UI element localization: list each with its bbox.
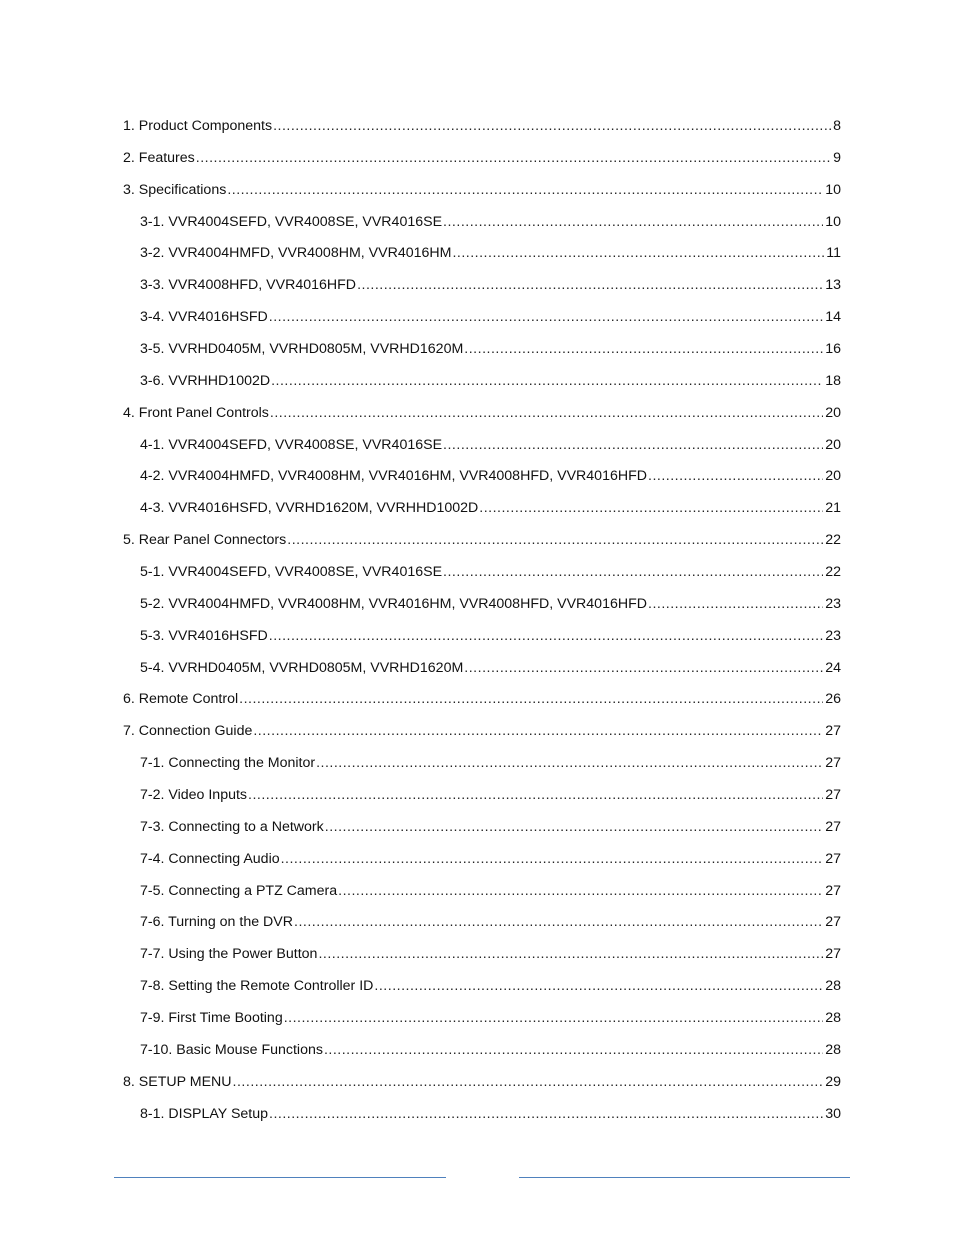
toc-entry-title: 7-2. Video Inputs [140, 787, 248, 804]
toc-entry[interactable] [123, 914, 841, 946]
toc-entry[interactable] [123, 851, 841, 883]
toc-entry-page-number: 16 [825, 341, 841, 358]
toc-entry-title: 3-1. VVR4004SEFD, VVR4008SE, VVR4016SE [140, 213, 443, 230]
toc-dot-leader [443, 564, 823, 580]
toc-entry[interactable] [123, 1074, 841, 1106]
toc-entry-title: 7-4. Connecting Audio [140, 850, 280, 867]
toc-entry[interactable] [123, 532, 841, 564]
toc-entry-page-number: 29 [825, 1073, 841, 1090]
toc-entry-title: 7-8. Setting the Remote Controller ID [140, 978, 374, 995]
toc-entry-title: 4-3. VVR4016HSFD, VVRHD1620M, VVRHHD1002D [140, 500, 479, 517]
toc-entry[interactable] [123, 468, 841, 500]
toc-entry[interactable] [123, 755, 841, 787]
toc-entry-page-number: 18 [825, 372, 841, 389]
toc-entry-page-number: 10 [825, 213, 841, 230]
toc-entry[interactable] [123, 277, 841, 309]
toc-entry-page-number: 27 [825, 882, 841, 899]
toc-dot-leader [269, 628, 823, 644]
toc-dot-leader [248, 787, 823, 803]
toc-dot-leader [648, 468, 823, 484]
toc-entry-title: 7-3. Connecting to a Network [140, 818, 324, 835]
toc-entry[interactable] [123, 660, 841, 692]
toc-entry[interactable] [123, 500, 841, 532]
toc-entry[interactable] [123, 1106, 841, 1138]
toc-entry-title: 3-4. VVR4016HSFD [140, 309, 268, 326]
toc-entry-page-number: 24 [825, 659, 841, 676]
toc-dot-leader [269, 1106, 823, 1122]
toc-entry-title: 8. SETUP MENU [123, 1073, 232, 1090]
toc-dot-leader [452, 245, 824, 261]
toc-entry[interactable] [123, 1010, 841, 1042]
toc-entry-title: 4-1. VVR4004SEFD, VVR4008SE, VVR4016SE [140, 436, 443, 453]
toc-dot-leader [338, 883, 823, 899]
toc-dot-leader [324, 1042, 823, 1058]
toc-entry[interactable] [123, 1042, 841, 1074]
toc-entry-page-number: 14 [825, 309, 841, 326]
toc-entry[interactable] [123, 978, 841, 1010]
toc-entry-page-number: 27 [825, 946, 841, 963]
toc-entry-title: 4. Front Panel Controls [123, 404, 269, 421]
toc-entry[interactable] [123, 691, 841, 723]
toc-dot-leader [284, 1010, 824, 1026]
toc-entry-page-number: 27 [825, 850, 841, 867]
toc-dot-leader [227, 182, 823, 198]
toc-entry-title: 7-7. Using the Power Button [140, 946, 318, 963]
toc-entry-title: 8-1. DISPLAY Setup [140, 1105, 269, 1122]
toc-entry-title: 7-9. First Time Booting [140, 1010, 283, 1027]
toc-entry-title: 7-6. Turning on the DVR [140, 914, 293, 931]
toc-entry-title: 6. Remote Control [123, 691, 239, 708]
footer-rule-left [114, 1177, 446, 1178]
toc-entry[interactable] [123, 628, 841, 660]
toc-entry-title: 3. Specifications [123, 181, 227, 198]
toc-entry-page-number: 30 [825, 1105, 841, 1122]
toc-dot-leader [479, 500, 823, 516]
toc-entry[interactable] [123, 373, 841, 405]
toc-dot-leader [270, 405, 823, 421]
toc-entry-page-number: 20 [825, 404, 841, 421]
toc-entry[interactable] [123, 309, 841, 341]
toc-dot-leader [253, 723, 823, 739]
toc-entry[interactable] [123, 245, 841, 277]
toc-entry-title: 5-4. VVRHD0405M, VVRHD0805M, VVRHD1620M [140, 659, 464, 676]
toc-dot-leader [325, 819, 823, 835]
toc-entry-title: 1. Product Components [123, 118, 273, 134]
toc-entry-title: 5. Rear Panel Connectors [123, 532, 287, 549]
toc-entry[interactable] [123, 214, 841, 246]
toc-entry-page-number: 27 [825, 787, 841, 804]
toc-entry-page-number: 26 [825, 691, 841, 708]
toc-entry-page-number: 22 [825, 532, 841, 549]
toc-dot-leader [273, 118, 831, 134]
toc-entry-title: 4-2. VVR4004HMFD, VVR4008HM, VVR4016HM, VVR4008HFD, VVR4016HFD [140, 468, 648, 485]
toc-entry[interactable] [123, 118, 841, 150]
table-of-contents [123, 118, 841, 1138]
toc-entry-title: 5-1. VVR4004SEFD, VVR4008SE, VVR4016SE [140, 564, 443, 581]
toc-entry-title: 3-5. VVRHD0405M, VVRHD0805M, VVRHD1620M [140, 341, 464, 358]
toc-entry-page-number: 20 [825, 436, 841, 453]
toc-dot-leader [316, 755, 823, 771]
toc-entry-title: 5-2. VVR4004HMFD, VVR4008HM, VVR4016HM, VVR4008HFD, VVR4016HFD [140, 595, 648, 612]
toc-entry[interactable] [123, 787, 841, 819]
toc-entry-page-number: 28 [825, 1010, 841, 1027]
toc-entry[interactable] [123, 341, 841, 373]
toc-dot-leader [233, 1074, 824, 1090]
toc-entry-page-number: 27 [825, 755, 841, 772]
toc-dot-leader [357, 277, 823, 293]
toc-entry-title: 7-5. Connecting a PTZ Camera [140, 882, 338, 899]
toc-entry-page-number: 11 [826, 245, 841, 262]
toc-entry[interactable] [123, 596, 841, 628]
toc-entry-page-number: 13 [825, 277, 841, 294]
toc-entry-title: 3-3. VVR4008HFD, VVR4016HFD [140, 277, 357, 294]
toc-dot-leader [443, 214, 823, 230]
toc-entry[interactable] [123, 182, 841, 214]
toc-dot-leader [374, 978, 823, 994]
toc-entry-page-number: 28 [825, 978, 841, 995]
toc-dot-leader [318, 946, 823, 962]
toc-entry[interactable] [123, 150, 841, 182]
toc-entry-page-number: 20 [825, 468, 841, 485]
toc-entry-page-number: 8 [833, 118, 841, 134]
toc-dot-leader [464, 660, 823, 676]
toc-entry-title: 7. Connection Guide [123, 723, 253, 740]
toc-dot-leader [281, 851, 824, 867]
toc-entry-title: 2. Features [123, 149, 195, 166]
toc-entry-page-number: 23 [825, 595, 841, 612]
toc-entry[interactable] [123, 564, 841, 596]
toc-entry[interactable] [123, 437, 841, 469]
toc-dot-leader [294, 914, 823, 930]
toc-entry[interactable] [123, 883, 841, 915]
toc-entry-page-number: 28 [825, 1041, 841, 1058]
toc-entry-title: 3-6. VVRHHD1002D [140, 372, 271, 389]
toc-entry-page-number: 23 [825, 627, 841, 644]
toc-entry-title: 7-1. Connecting the Monitor [140, 755, 316, 772]
toc-dot-leader [287, 532, 823, 548]
toc-dot-leader [271, 373, 823, 389]
toc-entry[interactable] [123, 946, 841, 978]
toc-entry-page-number: 22 [825, 564, 841, 581]
footer-rule-right [519, 1177, 850, 1178]
toc-dot-leader [648, 596, 823, 612]
toc-entry-page-number: 10 [825, 181, 841, 198]
toc-entry-title: 7-10. Basic Mouse Functions [140, 1041, 323, 1058]
toc-entry-page-number: 9 [833, 149, 841, 166]
toc-entry[interactable] [123, 405, 841, 437]
toc-entry[interactable] [123, 819, 841, 851]
toc-dot-leader [443, 437, 823, 453]
toc-dot-leader [196, 150, 831, 166]
toc-dot-leader [239, 691, 823, 707]
toc-entry-title: 3-2. VVR4004HMFD, VVR4008HM, VVR4016HM [140, 245, 452, 262]
toc-entry-page-number: 27 [825, 818, 841, 835]
toc-entry-page-number: 27 [825, 723, 841, 740]
toc-dot-leader [464, 341, 823, 357]
toc-entry-page-number: 21 [825, 500, 841, 517]
toc-entry-page-number: 27 [825, 914, 841, 931]
toc-entry[interactable] [123, 723, 841, 755]
toc-dot-leader [269, 309, 823, 325]
toc-entry-title: 5-3. VVR4016HSFD [140, 627, 268, 644]
